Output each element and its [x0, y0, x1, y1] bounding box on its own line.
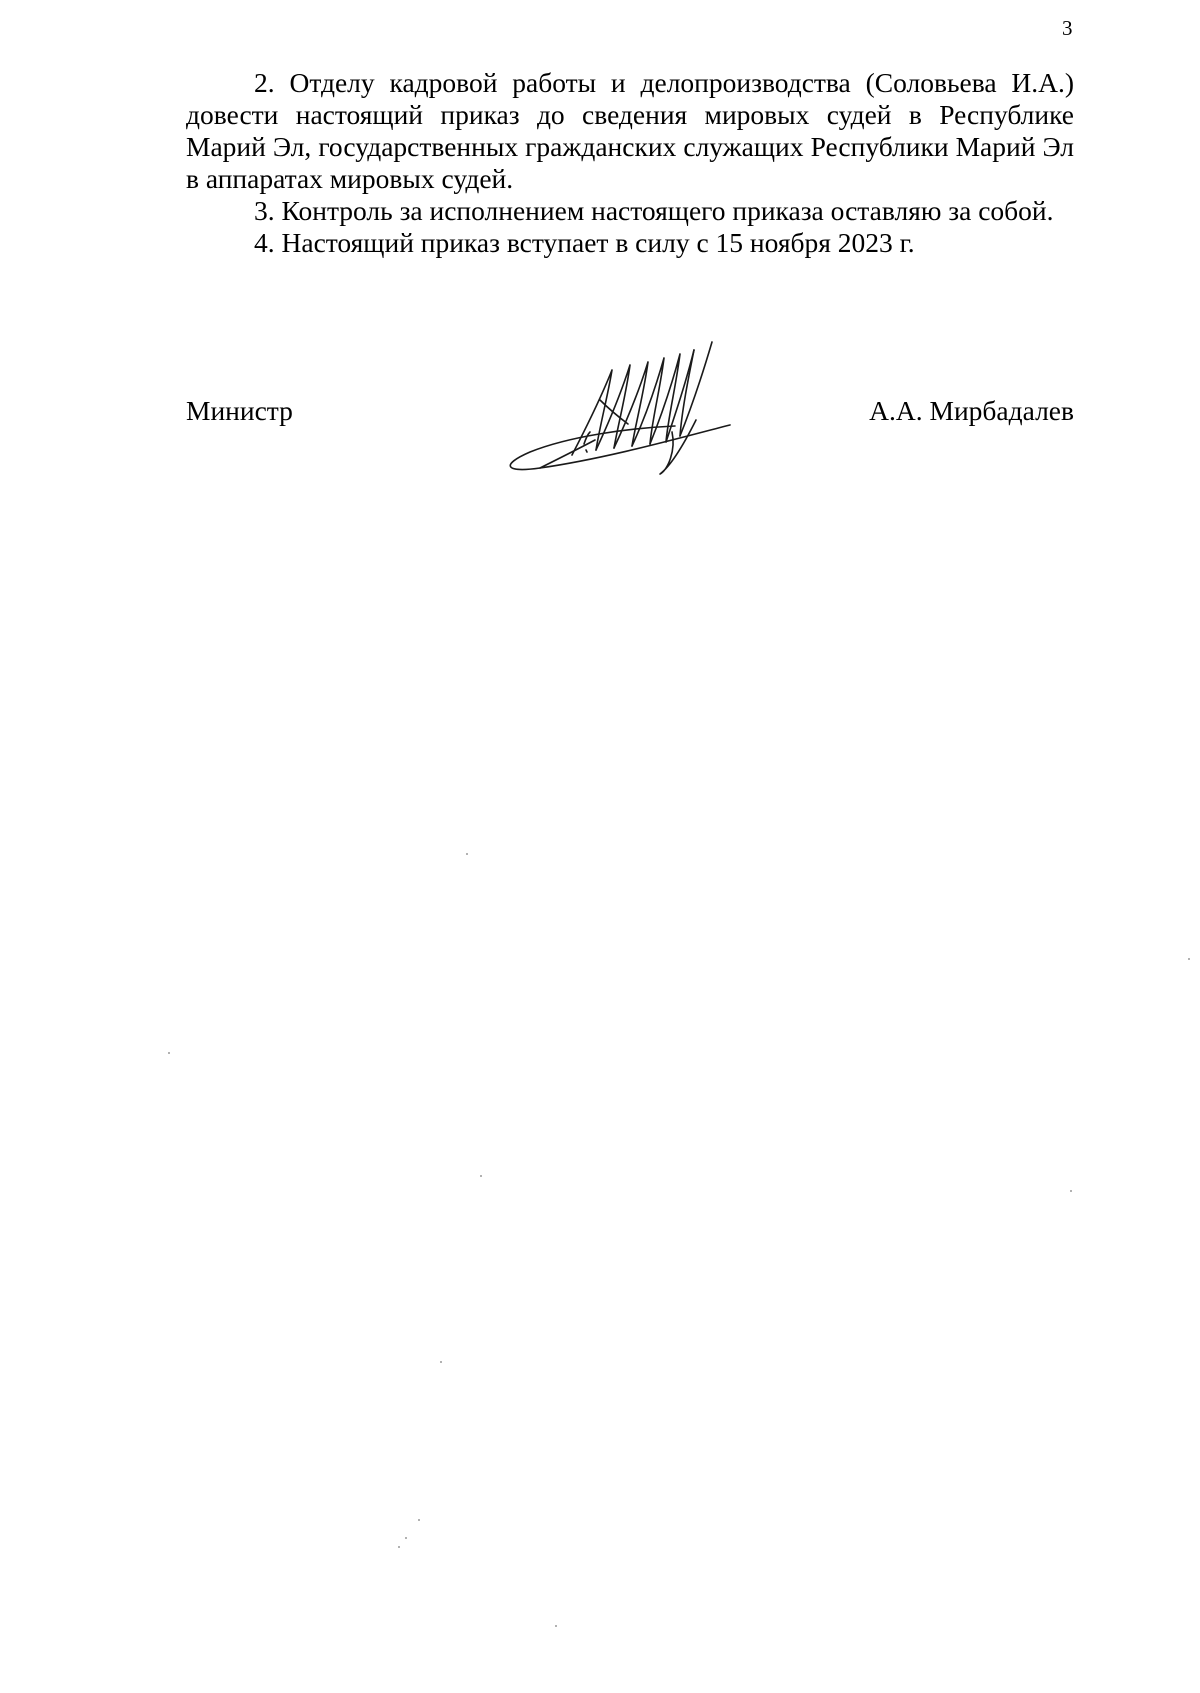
signatory-name: А.А. Мирбадалев: [869, 395, 1074, 426]
paragraph-3: 3. Контроль за исполнением настоящего приказа оставляю за собой.: [254, 195, 1054, 226]
scan-speck: [480, 1175, 482, 1177]
paragraph-2: 2. Отделу кадровой работы и делопроизводства (Соловьева И.А.) довести настоящий приказ до сведения мировых судей в Республике Марий Эл, государственных гражданских служащих Республики Марий Эл в аппаратах мировых судей.: [186, 67, 1074, 194]
scan-speck: [398, 1546, 400, 1548]
scan-speck: [466, 853, 468, 855]
page-number: 3: [1062, 16, 1073, 40]
scan-speck: [418, 1519, 420, 1521]
handwritten-signature: [500, 340, 770, 480]
signatory-title: Министр: [186, 395, 293, 426]
scan-speck: [440, 1361, 442, 1363]
scan-speck: [168, 1052, 170, 1054]
scan-speck: [555, 1625, 557, 1627]
paragraph-4: 4. Настоящий приказ вступает в силу с 15 ноября 2023 г.: [254, 227, 915, 258]
scan-speck: [1070, 1190, 1072, 1192]
scan-speck: [1188, 958, 1190, 960]
scan-speck: [405, 1537, 407, 1539]
document-body: [186, 67, 1074, 259]
